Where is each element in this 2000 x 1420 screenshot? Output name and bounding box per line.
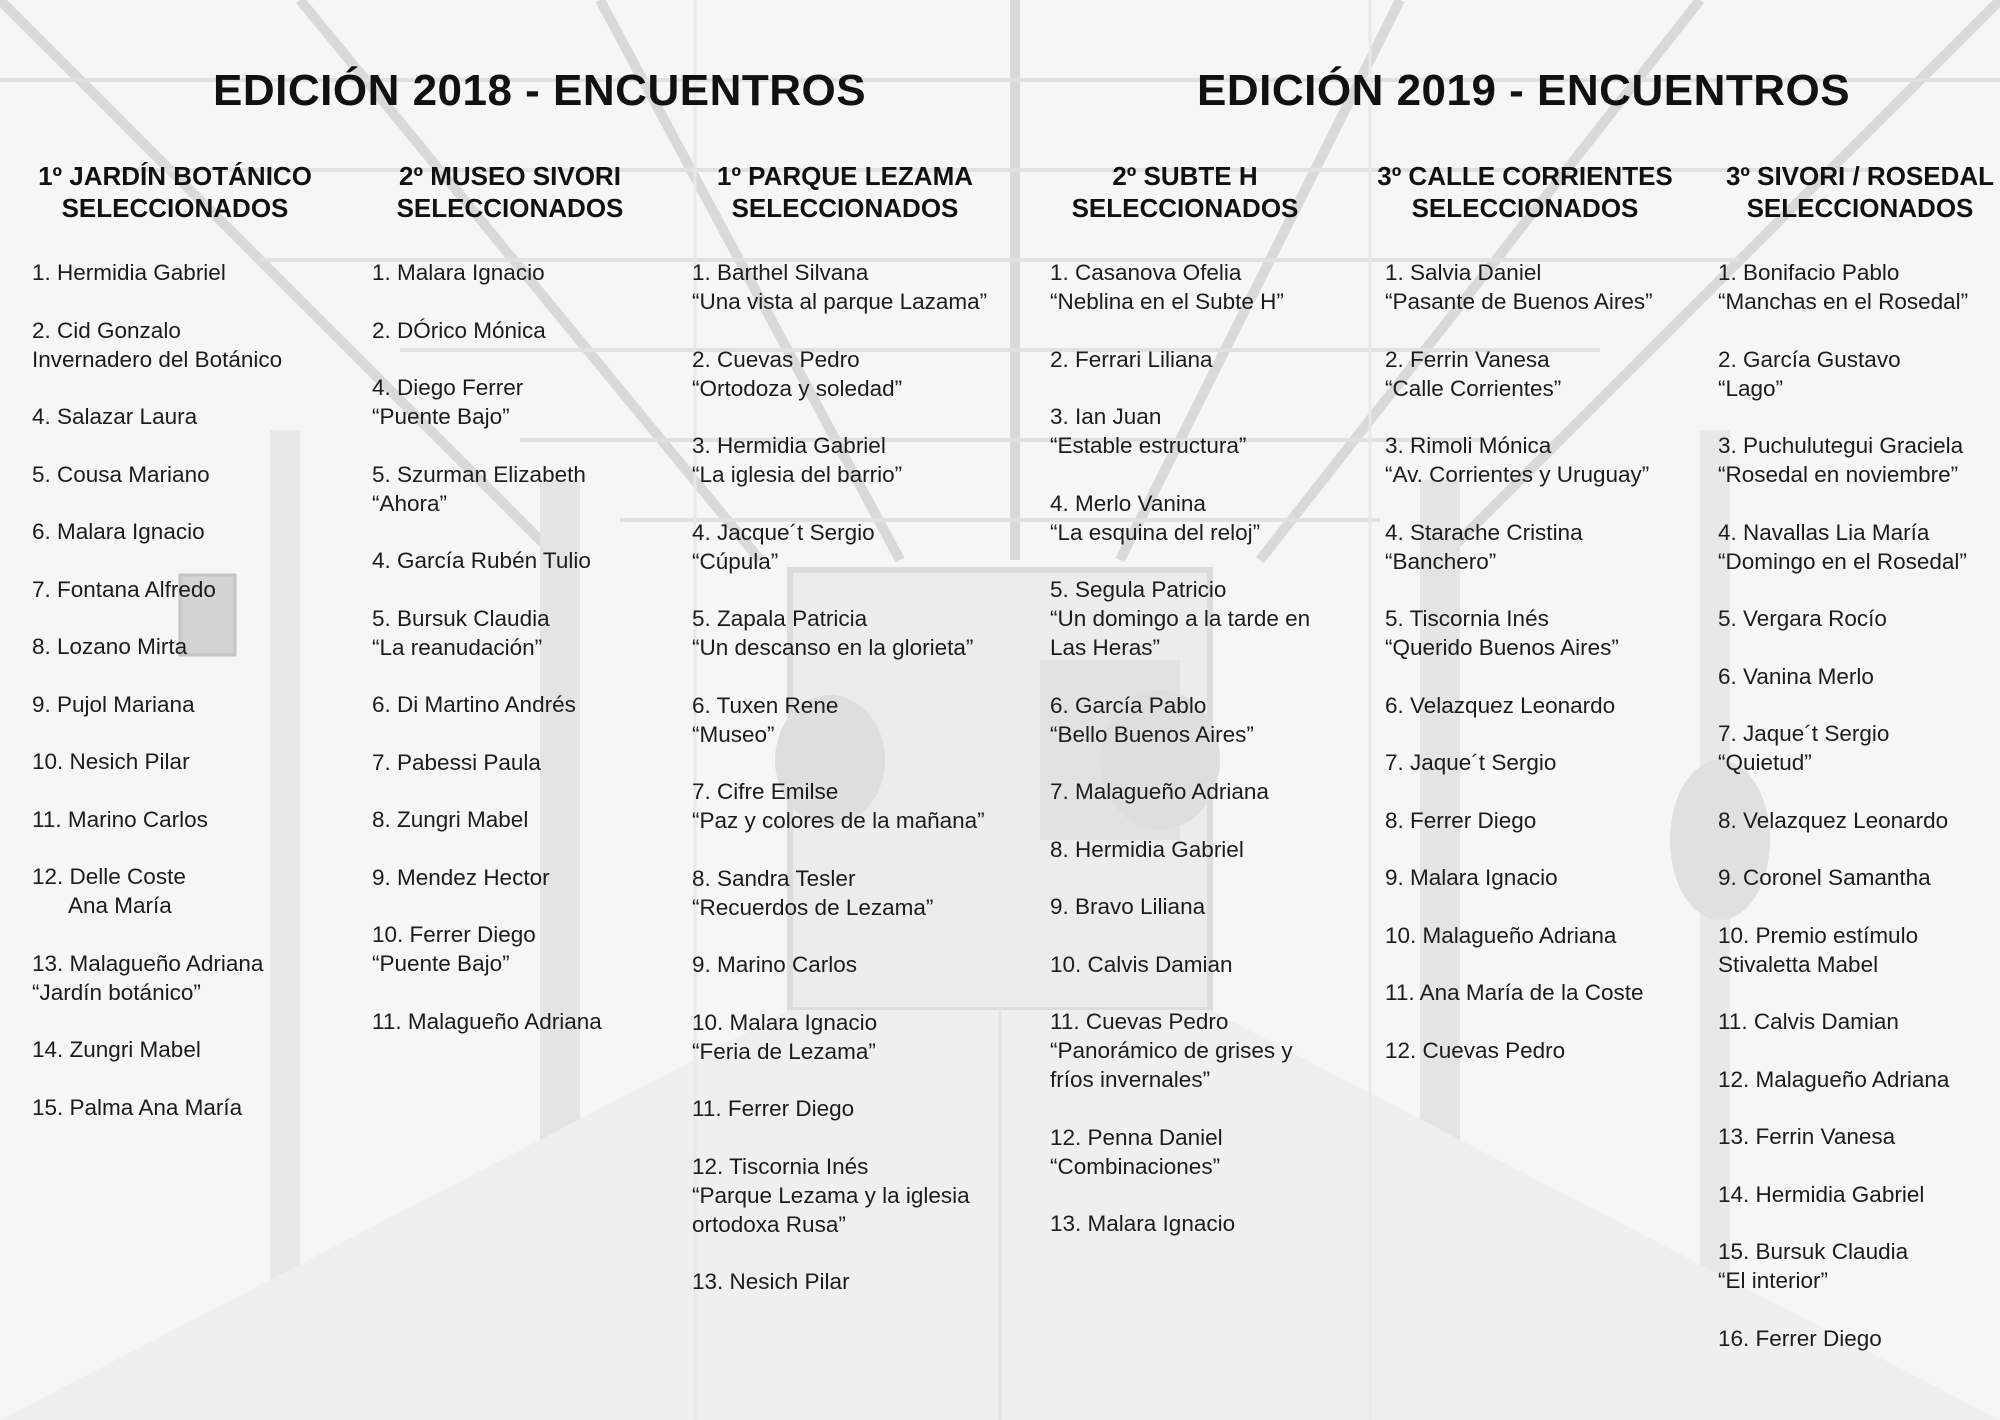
photo-title: “Banchero”: [1385, 548, 1497, 574]
list-item: [692, 1267, 1032, 1296]
list-item: [372, 1007, 672, 1036]
photo-title-continued: Las Heras”: [1050, 635, 1161, 660]
participant-name: 9. Bravo Liliana: [1050, 894, 1206, 919]
list-item: [692, 864, 1032, 922]
photo-title: “La iglesia del barrio”: [692, 462, 903, 487]
photo-title: “El interior”: [1718, 1268, 1829, 1293]
participant-name: 11. Ana María de la Coste: [1385, 980, 1644, 1005]
participant-name: 12. Penna Daniel: [1050, 1124, 1223, 1150]
participant-name: 5. Vergara Rocío: [1718, 606, 1887, 631]
photo-title: “Cúpula”: [692, 548, 779, 574]
photo-title: “Puente Bajo”: [372, 404, 510, 429]
photo-title: “Un descanso en la glorieta”: [692, 635, 974, 660]
photo-title: Invernadero del Botánico: [32, 346, 283, 372]
column-4: [1050, 160, 1350, 1267]
participant-name: 8. Zungri Mabel: [372, 807, 529, 832]
participant-name: 10. Calvis Damian: [1050, 951, 1233, 977]
list-item: [32, 258, 352, 287]
selection-list: [1718, 258, 2000, 1353]
participant-name: 15. Palma Ana María: [32, 1094, 243, 1120]
list-item: [32, 575, 352, 604]
list-item: [372, 604, 672, 662]
list-item: [692, 1152, 1032, 1239]
list-item: [692, 1008, 1032, 1066]
participant-name: 13. Nesich Pilar: [692, 1269, 850, 1294]
participant-name: 11. Calvis Damian: [1718, 1009, 1899, 1034]
photo-title: “Rosedal en noviembre”: [1718, 462, 1959, 487]
list-item: [1050, 835, 1350, 864]
photo-title: “Ahora”: [372, 490, 448, 516]
column-3: [692, 160, 1032, 1325]
list-item: [692, 950, 1032, 979]
list-item: [692, 258, 1032, 316]
participant-name: 10. Premio estímulo: [1718, 922, 1919, 948]
participant-name: 5. Segula Patricio: [1050, 577, 1227, 602]
column-heading: [5, 160, 345, 224]
photo-title: “Panorámico de grises y: [1050, 1038, 1293, 1063]
column-2: [372, 160, 672, 1064]
list-item: [1050, 575, 1350, 662]
venue-name: 3º CALLE CORRIENTES: [1377, 161, 1673, 191]
photo-title: “Feria de Lezama”: [692, 1038, 876, 1064]
list-item: [372, 805, 672, 834]
participant-name: 3. Puchulutegui Graciela: [1718, 433, 1964, 458]
participant-name: 2. Ferrin Vanesa: [1385, 346, 1550, 372]
list-item: [32, 460, 352, 489]
participant-name: 12. Delle Coste: [32, 864, 186, 889]
selection-list: [692, 258, 1032, 1296]
column-1: [32, 160, 352, 1150]
list-item: [372, 690, 672, 719]
list-item: [1385, 806, 1705, 835]
participant-name: 4. Diego Ferrer: [372, 375, 524, 400]
column-heading: [1355, 160, 1695, 224]
list-item: [1050, 1007, 1350, 1094]
participant-name: 4. Starache Cristina: [1385, 519, 1583, 545]
list-item: [1385, 748, 1705, 777]
list-item: [372, 258, 672, 287]
participant-name: 12. Tiscornia Inés: [692, 1153, 869, 1179]
column-heading: [1690, 160, 2000, 224]
edition-2019-title: EDICIÓN 2019 - ENCUENTROS: [1197, 66, 1851, 115]
photo-title: “Un domingo a la tarde en: [1050, 606, 1311, 631]
list-item: [1050, 691, 1350, 749]
participant-name: 8. Lozano Mirta: [32, 634, 188, 659]
list-item: [32, 1035, 352, 1064]
list-item: [32, 747, 352, 776]
selected-label: SELECCIONADOS: [731, 193, 959, 223]
venue-name: 1º PARQUE LEZAMA: [716, 161, 974, 191]
participant-name: 7. Fontana Alfredo: [32, 576, 216, 602]
selected-label: SELECCIONADOS: [1411, 193, 1639, 223]
photo-title: “Pasante de Buenos Aires”: [1385, 289, 1653, 314]
participant-name: 13. Malagueño Adriana: [32, 950, 264, 976]
photo-title: “Puente Bajo”: [372, 951, 510, 976]
photo-title: “Estable estructura”: [1050, 433, 1247, 458]
list-item: [1385, 258, 1705, 316]
selection-list: [372, 258, 672, 1036]
list-item: [32, 805, 352, 834]
list-item: [32, 632, 352, 661]
selected-label: SELECCIONADOS: [1746, 193, 1974, 223]
participant-name: 6. Di Martino Andrés: [372, 692, 576, 717]
participant-name: 11. Ferrer Diego: [692, 1096, 855, 1121]
photo-title: “Manchas en el Rosedal”: [1718, 289, 1969, 314]
selection-list: [32, 258, 352, 1122]
list-item: [1385, 345, 1705, 403]
participant-name: 1. Barthel Silvana: [692, 260, 869, 285]
list-item: [1385, 1036, 1705, 1065]
venue-name: 1º JARDÍN BOTÁNICO: [38, 161, 312, 191]
list-item: [1718, 1180, 2000, 1209]
list-item: [1718, 604, 2000, 633]
list-item: [1050, 489, 1350, 547]
participant-name: 12. Cuevas Pedro: [1385, 1037, 1566, 1063]
participant-name: 5. Bursuk Claudia: [372, 605, 550, 631]
photo-title: “Museo”: [692, 721, 775, 747]
list-item: [1718, 431, 2000, 489]
list-item: [1385, 691, 1705, 720]
list-item: [692, 431, 1032, 489]
participant-name: 1. Malara Ignacio: [372, 260, 545, 285]
selected-label: SELECCIONADOS: [1071, 193, 1299, 223]
photo-title: “Jardín botánico”: [32, 979, 201, 1005]
participant-name: 14. Zungri Mabel: [32, 1037, 201, 1062]
list-item: [1385, 863, 1705, 892]
photo-title: “Av. Corrientes y Uruguay”: [1385, 462, 1650, 487]
selection-list: [1385, 258, 1705, 1065]
photo-title: “La esquina del reloj”: [1050, 519, 1261, 545]
list-item: [32, 949, 352, 1007]
participant-name: 1. Casanova Ofelia: [1050, 260, 1242, 285]
list-item: [1385, 431, 1705, 489]
selection-list: [1050, 258, 1350, 1238]
list-item: [1718, 518, 2000, 576]
participant-name: 5. Zapala Patricia: [692, 606, 868, 631]
participant-name: 9. Coronel Samantha: [1718, 865, 1931, 890]
participant-name: 6. García Pablo: [1050, 692, 1207, 718]
edition-2018-title: EDICIÓN 2018 - ENCUENTROS: [213, 66, 867, 115]
list-item: [1385, 921, 1705, 950]
list-item: [1050, 777, 1350, 806]
participant-name: 1. Hermidia Gabriel: [32, 260, 226, 285]
column-6: [1718, 160, 2000, 1381]
photo-title: “Quietud”: [1718, 750, 1812, 775]
list-item: [692, 604, 1032, 662]
venue-name: 2º SUBTE H: [1112, 161, 1258, 191]
photo-title: “Neblina en el Subte H”: [1050, 289, 1284, 314]
list-item: [1718, 1237, 2000, 1295]
participant-name: 11. Cuevas Pedro: [1050, 1009, 1229, 1034]
participant-name: 2. García Gustavo: [1718, 346, 1901, 372]
participant-name: 10. Malara Ignacio: [692, 1009, 878, 1035]
list-item: [692, 518, 1032, 576]
list-item: [32, 316, 352, 374]
participant-name: 11. Marino Carlos: [32, 806, 208, 832]
participant-name: 9. Mendez Hector: [372, 864, 550, 890]
list-item: [1718, 345, 2000, 403]
venue-name: 2º MUSEO SIVORI: [399, 161, 621, 191]
list-item: [1718, 1122, 2000, 1151]
list-item: [692, 777, 1032, 835]
list-item: [692, 1094, 1032, 1123]
list-item: [32, 1093, 352, 1122]
list-item: [1050, 1209, 1350, 1238]
participant-name: 2. DÓrico Mónica: [372, 317, 546, 343]
participant-name: 12. Malagueño Adriana: [1718, 1066, 1950, 1092]
participant-name: 2. Cid Gonzalo: [32, 317, 181, 343]
photo-title: “Ortodoza y soledad”: [692, 375, 903, 401]
participant-name: 3. Ian Juan: [1050, 404, 1162, 429]
list-item: [1050, 345, 1350, 374]
photo-title: “Paz y colores de la mañana”: [692, 808, 985, 833]
photo-title: “Parque Lezama y la iglesia: [692, 1182, 970, 1208]
list-item: [32, 402, 352, 431]
participant-name: 9. Malara Ignacio: [1385, 865, 1558, 890]
photo-title: “Calle Corrientes”: [1385, 375, 1562, 401]
list-item: [1050, 950, 1350, 979]
participant-name: 1. Bonifacio Pablo: [1718, 260, 1900, 285]
participant-name: 7. Pabessi Paula: [372, 749, 541, 775]
list-item: [372, 863, 672, 892]
list-item: [1385, 518, 1705, 576]
participant-name: 4. Navallas Lia María: [1718, 519, 1930, 545]
participant-name: 4. Jacque´t Sergio: [692, 519, 875, 545]
photo-title: “Recuerdos de Lezama”: [692, 894, 934, 920]
participant-name: 9. Pujol Mariana: [32, 691, 195, 717]
participant-name: 10. Malagueño Adriana: [1385, 922, 1617, 948]
list-item: [32, 690, 352, 719]
participant-name: 6. Velazquez Leonardo: [1385, 692, 1616, 718]
photo-title: Stivaletta Mabel: [1718, 951, 1879, 977]
participant-name: 5. Cousa Mariano: [32, 461, 210, 487]
photo-title: “Domingo en el Rosedal”: [1718, 548, 1967, 574]
participant-name: 6. Malara Ignacio: [32, 519, 205, 544]
list-item: [1050, 258, 1350, 316]
list-item: [372, 460, 672, 518]
participant-name: 7. Jaque´t Sergio: [1385, 750, 1557, 775]
photo-title-continued: fríos invernales”: [1050, 1067, 1211, 1092]
list-item: [32, 862, 352, 920]
photo-title-continued: ortodoxa Rusa”: [692, 1211, 846, 1237]
photo-title: “Lago”: [1718, 375, 1784, 401]
participant-name: 2. Cuevas Pedro: [692, 346, 860, 372]
participant-name: 4. Salazar Laura: [32, 404, 198, 429]
list-item: [1718, 1324, 2000, 1353]
column-heading: [340, 160, 680, 224]
participant-name: 10. Ferrer Diego: [372, 922, 536, 947]
participant-name: 5. Tiscornia Inés: [1385, 606, 1549, 631]
participant-name: 7. Cifre Emilse: [692, 779, 839, 804]
list-item: [1050, 1123, 1350, 1181]
list-item: [1718, 1065, 2000, 1094]
list-item: [372, 316, 672, 345]
list-item: [1718, 806, 2000, 835]
photo-title: “Querido Buenos Aires”: [1385, 635, 1619, 660]
list-item: [1718, 863, 2000, 892]
participant-name: 13. Ferrin Vanesa: [1718, 1124, 1896, 1149]
list-item: [1050, 892, 1350, 921]
participant-name: 3. Hermidia Gabriel: [692, 433, 886, 458]
list-item: [1718, 921, 2000, 979]
participant-name: 15. Bursuk Claudia: [1718, 1239, 1909, 1264]
list-item: [372, 920, 672, 978]
list-item: [372, 373, 672, 431]
column-heading: [1015, 160, 1355, 224]
selected-label: SELECCIONADOS: [61, 193, 289, 223]
column-5: [1377, 160, 1705, 1093]
list-item: [372, 546, 672, 575]
participant-name: 8. Sandra Tesler: [692, 865, 856, 891]
list-item: [1718, 662, 2000, 691]
photo-title: “La reanudación”: [372, 634, 543, 660]
participant-name: 2. Ferrari Liliana: [1050, 346, 1213, 372]
participant-name: 3. Rimoli Mónica: [1385, 433, 1552, 458]
participant-name: 5. Szurman Elizabeth: [372, 461, 586, 487]
list-item: [692, 345, 1032, 403]
participant-name: 8. Ferrer Diego: [1385, 807, 1537, 833]
list-item: [1050, 402, 1350, 460]
participant-name: 6. Vanina Merlo: [1718, 663, 1874, 689]
list-item: [1718, 258, 2000, 316]
list-item: [1718, 719, 2000, 777]
list-item: [32, 517, 352, 546]
participant-name: 6. Tuxen Rene: [692, 692, 839, 718]
selected-label: SELECCIONADOS: [396, 193, 624, 223]
column-heading: [675, 160, 1015, 224]
participant-name: 14. Hermidia Gabriel: [1718, 1181, 1925, 1207]
participant-name: 9. Marino Carlos: [692, 952, 858, 977]
photo-title: “Combinaciones”: [1050, 1153, 1221, 1179]
participant-name: 11. Malagueño Adriana: [372, 1008, 602, 1034]
participant-name: 7. Jaque´t Sergio: [1718, 721, 1890, 746]
participant-name-continued: Ana María: [68, 893, 172, 918]
list-item: [1385, 604, 1705, 662]
venue-name: 3º SIVORI / ROSEDAL: [1725, 161, 1995, 191]
list-item: [372, 748, 672, 777]
participant-name: 4. Merlo Vanina: [1050, 490, 1206, 516]
participant-name: 1. Salvia Daniel: [1385, 260, 1542, 285]
participant-name: 16. Ferrer Diego: [1718, 1325, 1882, 1351]
participant-name: 4. García Rubén Tulio: [372, 548, 591, 573]
participant-name: 10. Nesich Pilar: [32, 749, 190, 774]
list-item: [1385, 978, 1705, 1007]
list-item: [692, 691, 1032, 749]
photo-title: “Una vista al parque Lazama”: [692, 289, 988, 314]
participant-name: 7. Malagueño Adriana: [1050, 779, 1269, 804]
participant-name: 13. Malara Ignacio: [1050, 1211, 1236, 1236]
photo-title: “Bello Buenos Aires”: [1050, 721, 1254, 747]
list-item: [1718, 1007, 2000, 1036]
participant-name: 8. Hermidia Gabriel: [1050, 836, 1244, 862]
participant-name: 8. Velazquez Leonardo: [1718, 807, 1949, 833]
